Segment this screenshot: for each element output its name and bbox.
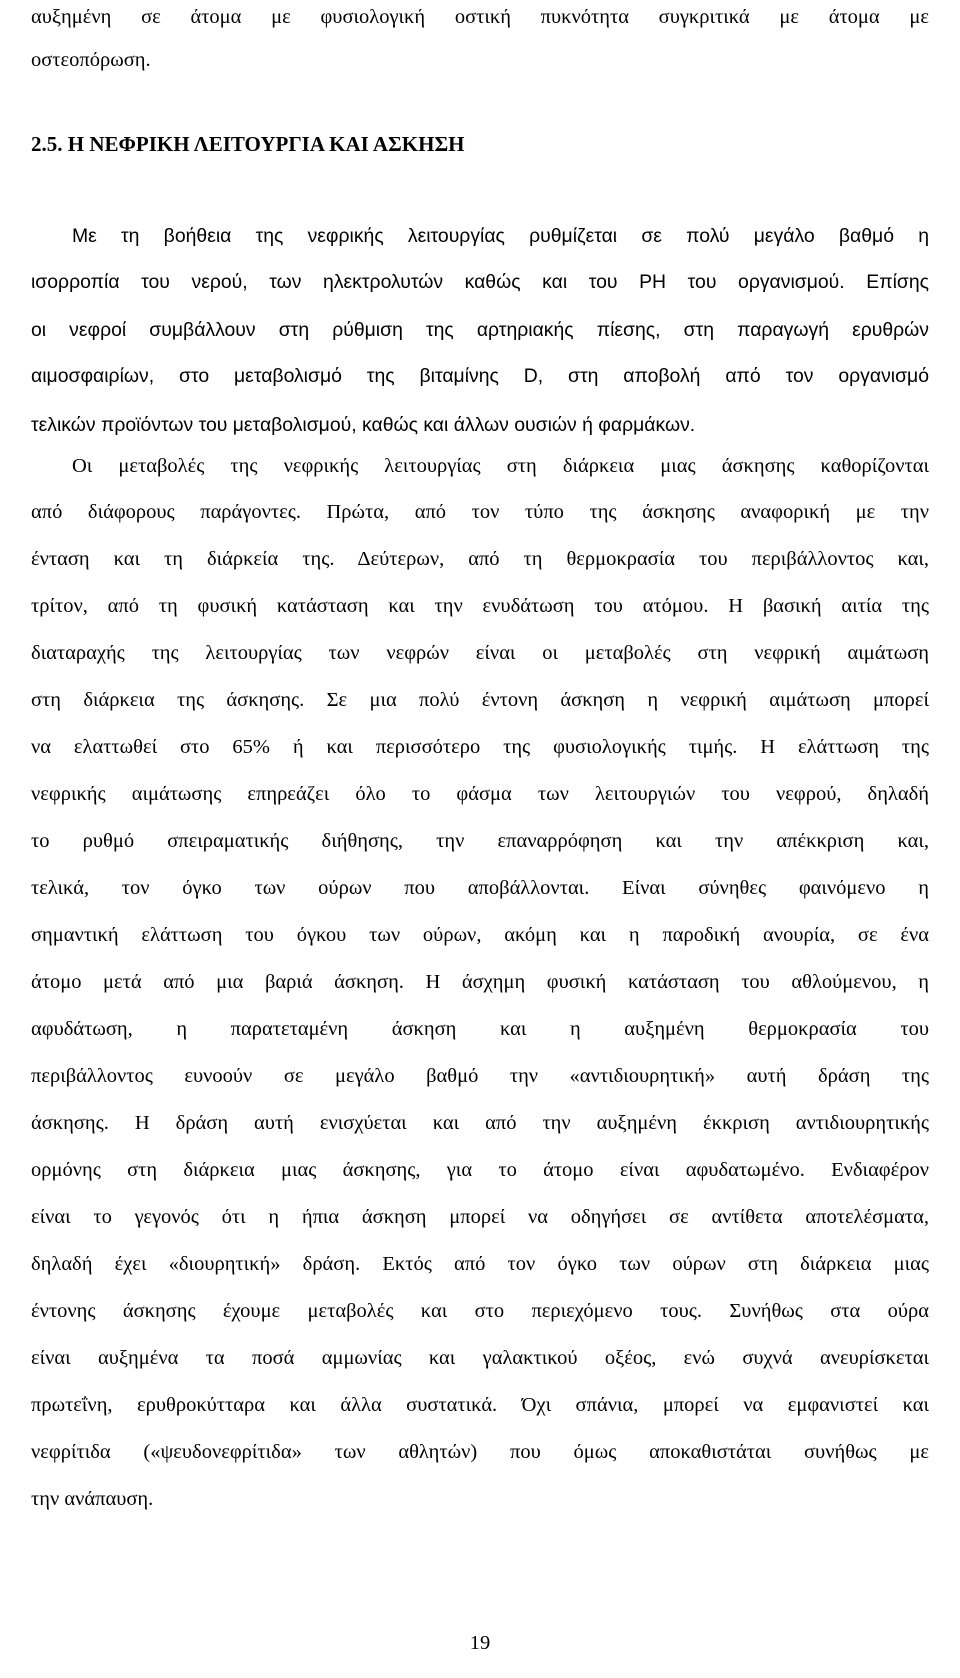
paragraph-line: αφυδάτωση, η παρατεταμένη άσκηση και η αυξημένη θερμοκρασία του xyxy=(31,1018,929,1040)
paragraph-line: Με τη βοήθεια της νεφρικής λειτουργίας ρυθμίζεται σε πολύ μεγάλο βαθμό η xyxy=(72,225,929,247)
paragraph-line: ορμόνης στη διάρκεια μιας άσκησης, για το άτομο είναι αφυδατωμένο. Ενδιαφέρον xyxy=(31,1159,929,1181)
paragraph-line: τελικά, τον όγκο των ούρων που αποβάλλονται. Είναι σύνηθες φαινόμενο η xyxy=(31,877,929,899)
paragraph-line: είναι αυξημένα τα ποσά αμμωνίας και γαλακτικού οξέος, ενώ συχνά ανευρίσκεται xyxy=(31,1347,929,1369)
paragraph-line: από διάφορους παράγοντες. Πρώτα, από τον τύπο της άσκησης αναφορική με την xyxy=(31,501,929,523)
paragraph-line: δηλαδή έχει «διουρητική» δράση. Εκτός από τον όγκο των ούρων στη διάρκεια μιας xyxy=(31,1253,929,1275)
paragraph-line: σημαντική ελάττωση του όγκου των ούρων, ακόμη και η παροδική ανουρία, σε ένα xyxy=(31,924,929,946)
paragraph-line: Οι μεταβολές της νεφρικής λειτουργίας στη διάρκεια μιας άσκησης καθορίζονται xyxy=(72,455,929,477)
paragraph-line: τελικών προϊόντων του μεταβολισμού, καθώς και άλλων ουσιών ή φαρμάκων. xyxy=(31,414,696,436)
page-number: 19 xyxy=(469,1632,491,1654)
paragraph-line: να ελαττωθεί στο 65% ή και περισσότερο της φυσιολογικής τιμής. Η ελάττωση της xyxy=(31,736,929,758)
paragraph-line: τρίτον, από τη φυσική κατάσταση και την ενυδάτωση του ατόμου. Η βασική αιτία της xyxy=(31,595,929,617)
paragraph-line: νεφρίτιδα («ψευδονεφρίτιδα» των αθλητών) που όμως αποκαθιστάται συνήθως με xyxy=(31,1441,929,1463)
paragraph-line: οι νεφροί συμβάλλουν στη ρύθμιση της αρτηριακής πίεσης, στη παραγωγή ερυθρών xyxy=(31,319,929,341)
paragraph-line: οστεοπόρωση. xyxy=(31,49,151,71)
paragraph-line: ένταση και τη διάρκεία της. Δεύτερων, από τη θερμοκρασία του περιβάλλοντος και, xyxy=(31,548,929,570)
section-heading: 2.5. Η ΝΕΦΡΙΚΗ ΛΕΙΤΟΥΡΓΙΑ ΚΑΙ ΑΣΚΗΣΗ xyxy=(31,132,465,156)
paragraph-line: περιβάλλοντος ευνοούν σε μεγάλο βαθμό την «αντιδιουρητική» αυτή δράση της xyxy=(31,1065,929,1087)
paragraph-line: αυξημένη σε άτομα με φυσιολογική οστική πυκνότητα συγκριτικά με άτομα με xyxy=(31,6,929,28)
paragraph-line: άτομο μετά από μια βαριά άσκηση. Η άσχημη φυσική κατάσταση του αθλούμενου, η xyxy=(31,971,929,993)
paragraph-line: αιμοσφαιρίων, στο μεταβολισμό της βιταμίνης D, στη αποβολή από τον οργανισμό xyxy=(31,365,929,387)
paragraph-line: ισορροπία του νερού, των ηλεκτρολυτών καθώς και του PH του οργανισμού. Επίσης xyxy=(31,271,929,293)
paragraph-line: άσκησης. Η δράση αυτή ενισχύεται και από την αυξημένη έκκριση αντιδιουρητικής xyxy=(31,1112,929,1134)
paragraph-line: νεφρικής αιμάτωσης επηρεάζει όλο το φάσμα των λειτουργιών του νεφρού, δηλαδή xyxy=(31,783,929,805)
paragraph-line: το ρυθμό σπειραματικής διήθησης, την επαναρρόφηση και την απέκκριση και, xyxy=(31,830,929,852)
paragraph-line: στη διάρκεια της άσκησης. Σε μια πολύ έντονη άσκηση η νεφρική αιμάτωση μπορεί xyxy=(31,689,929,711)
paragraph-line: έντονης άσκησης έχουμε μεταβολές και στο περιεχόμενο τους. Συνήθως στα ούρα xyxy=(31,1300,929,1322)
paragraph-line: είναι το γεγονός ότι η ήπια άσκηση μπορεί να οδηγήσει σε αντίθετα αποτελέσματα, xyxy=(31,1206,929,1228)
paragraph-line: πρωτεΐνη, ερυθροκύτταρα και άλλα συστατικά. Όχι σπάνια, μπορεί να εμφανιστεί και xyxy=(31,1394,929,1416)
paragraph-line: διαταραχής της λειτουργίας των νεφρών είναι οι μεταβολές στη νεφρική αιμάτωση xyxy=(31,642,929,664)
paragraph-line: την ανάπαυση. xyxy=(31,1488,154,1510)
